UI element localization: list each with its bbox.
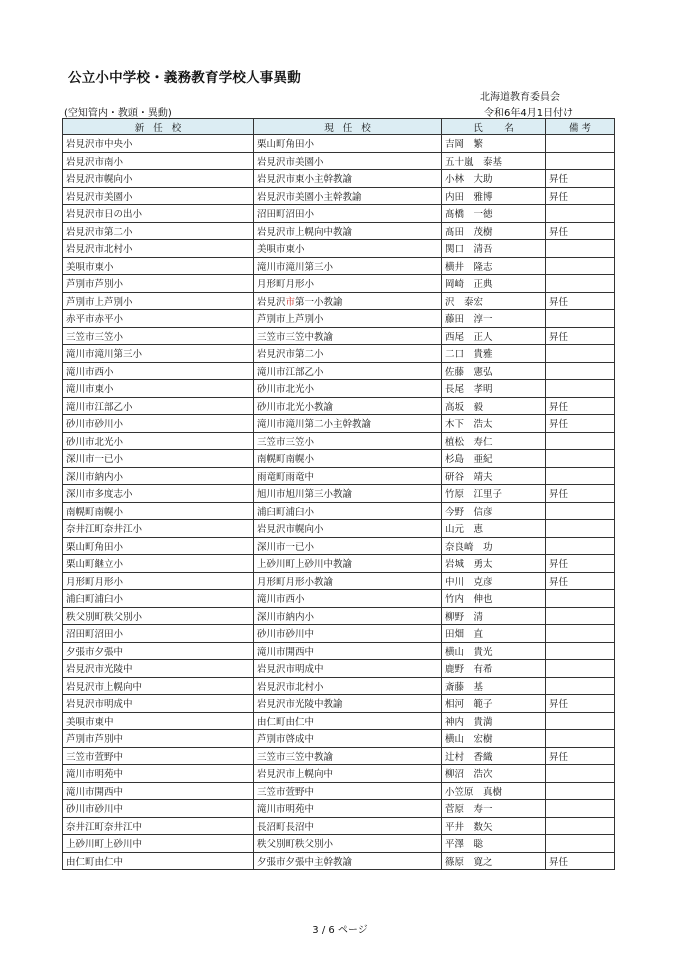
table-row bbox=[63, 607, 615, 625]
table-row bbox=[63, 625, 615, 643]
table-row bbox=[63, 152, 615, 170]
remarks-cell: 昇任 bbox=[546, 327, 615, 345]
current-school-cell: 三笠市三笠小 bbox=[254, 432, 442, 450]
name-cell: 高坂 毅 bbox=[442, 397, 546, 415]
current-school-cell: 岩見沢市上幌向中 bbox=[254, 765, 442, 783]
highlighted-char: 市 bbox=[285, 296, 296, 308]
remarks-cell bbox=[546, 537, 615, 555]
current-school-cell: 岩見沢市北村小 bbox=[254, 677, 442, 695]
remarks-cell bbox=[546, 730, 615, 748]
new-school-cell: 岩見沢市光陵中 bbox=[63, 660, 254, 678]
remarks-cell bbox=[546, 432, 615, 450]
table-row bbox=[63, 555, 615, 573]
remarks-cell: 昇任 bbox=[546, 415, 615, 433]
current-school-cell: 美唄市東小 bbox=[254, 240, 442, 258]
current-school-cell: 滝川市開西中 bbox=[254, 642, 442, 660]
name-cell: 竹内 伸也 bbox=[442, 590, 546, 608]
remarks-cell bbox=[546, 362, 615, 380]
remarks-cell bbox=[546, 520, 615, 538]
remarks-cell: 昇任 bbox=[546, 695, 615, 713]
table-row bbox=[63, 362, 615, 380]
personnel-table bbox=[62, 118, 615, 870]
current-school-cell: 秩父別町秩父別小 bbox=[254, 835, 442, 853]
new-school-cell: 滝川市西小 bbox=[63, 362, 254, 380]
new-school-cell: 滝川市開西中 bbox=[63, 782, 254, 800]
remarks-cell: 昇任 bbox=[546, 747, 615, 765]
remarks-cell: 昇任 bbox=[546, 292, 615, 310]
name-cell: 吉岡 繁 bbox=[442, 135, 546, 153]
remarks-cell bbox=[546, 205, 615, 223]
current-school-cell: 長沼町長沼中 bbox=[254, 817, 442, 835]
table-row bbox=[63, 432, 615, 450]
name-cell: 辻村 香織 bbox=[442, 747, 546, 765]
table-row bbox=[63, 695, 615, 713]
name-cell: 杉島 亜紀 bbox=[442, 450, 546, 468]
table-row bbox=[63, 415, 615, 433]
name-cell: 斎藤 基 bbox=[442, 677, 546, 695]
remarks-cell bbox=[546, 607, 615, 625]
name-cell: 菅原 寿一 bbox=[442, 800, 546, 818]
name-cell: 今野 信彦 bbox=[442, 502, 546, 520]
table-row bbox=[63, 310, 615, 328]
current-school-cell: 砂川市北光小 bbox=[254, 380, 442, 398]
name-cell: 植松 寿仁 bbox=[442, 432, 546, 450]
name-cell: 竹原 江里子 bbox=[442, 485, 546, 503]
current-school-cell: 滝川市明苑中 bbox=[254, 800, 442, 818]
current-school-cell: 三笠市三笠中教諭 bbox=[254, 327, 442, 345]
remarks-cell bbox=[546, 345, 615, 363]
new-school-cell: 芦別市芦別中 bbox=[63, 730, 254, 748]
remarks-cell bbox=[546, 380, 615, 398]
table-header-row bbox=[63, 119, 615, 135]
new-school-cell: 滝川市江部乙小 bbox=[63, 397, 254, 415]
table-row bbox=[63, 397, 615, 415]
table-row bbox=[63, 800, 615, 818]
table-row bbox=[63, 782, 615, 800]
name-cell: 神内 貴満 bbox=[442, 712, 546, 730]
current-school-cell: 岩見沢市光陵中教諭 bbox=[254, 695, 442, 713]
current-school-cell: 砂川市北光小教諭 bbox=[254, 397, 442, 415]
table-row bbox=[63, 187, 615, 205]
name-cell: 横山 貴光 bbox=[442, 642, 546, 660]
new-school-cell: 栗山町角田小 bbox=[63, 537, 254, 555]
new-school-cell: 栗山町継立小 bbox=[63, 555, 254, 573]
new-school-cell: 美唄市東小 bbox=[63, 257, 254, 275]
remarks-cell: 昇任 bbox=[546, 852, 615, 870]
table-row bbox=[63, 765, 615, 783]
table-row bbox=[63, 852, 615, 870]
name-cell: 鹿野 有希 bbox=[442, 660, 546, 678]
current-school-cell: 栗山町角田小 bbox=[254, 135, 442, 153]
name-cell: 内田 雅博 bbox=[442, 187, 546, 205]
name-cell: 藤田 淳一 bbox=[442, 310, 546, 328]
new-school-cell: 奈井江町奈井江小 bbox=[63, 520, 254, 538]
new-school-cell: 滝川市明苑中 bbox=[63, 765, 254, 783]
current-school-cell: 夕張市夕張中主幹教諭 bbox=[254, 852, 442, 870]
current-school-cell: 砂川市砂川中 bbox=[254, 625, 442, 643]
name-cell: 柳野 清 bbox=[442, 607, 546, 625]
name-cell: 二口 貴雅 bbox=[442, 345, 546, 363]
name-cell: 五十嵐 泰基 bbox=[442, 152, 546, 170]
name-cell: 岩城 勇太 bbox=[442, 555, 546, 573]
name-cell: 西尾 正人 bbox=[442, 327, 546, 345]
remarks-cell bbox=[546, 817, 615, 835]
remarks-cell bbox=[546, 310, 615, 328]
current-school-cell: 浦臼町浦臼小 bbox=[254, 502, 442, 520]
new-school-cell: 滝川市滝川第三小 bbox=[63, 345, 254, 363]
new-school-cell: 三笠市三笠小 bbox=[63, 327, 254, 345]
remarks-cell bbox=[546, 240, 615, 258]
new-school-cell: 岩見沢市日の出小 bbox=[63, 205, 254, 223]
name-cell: 長尾 孝明 bbox=[442, 380, 546, 398]
current-school-cell: 月形町月形小 bbox=[254, 275, 442, 293]
current-school-cell: 滝川市西小 bbox=[254, 590, 442, 608]
table-row bbox=[63, 467, 615, 485]
name-cell: 研谷 靖夫 bbox=[442, 467, 546, 485]
remarks-cell: 昇任 bbox=[546, 555, 615, 573]
remarks-cell bbox=[546, 800, 615, 818]
remarks-cell bbox=[546, 765, 615, 783]
page-title: 公立小中学校・義務教育学校人事異動 bbox=[68, 70, 301, 86]
new-school-cell: 滝川市東小 bbox=[63, 380, 254, 398]
current-school-cell: 滝川市滝川第三小 bbox=[254, 257, 442, 275]
table-row bbox=[63, 205, 615, 223]
new-school-cell: 岩見沢市幌向小 bbox=[63, 170, 254, 188]
remarks-cell bbox=[546, 590, 615, 608]
new-school-cell: 三笠市萱野中 bbox=[63, 747, 254, 765]
header-current-school: 現 任 校 bbox=[254, 119, 442, 135]
remarks-cell bbox=[546, 152, 615, 170]
remarks-cell bbox=[546, 660, 615, 678]
new-school-cell: 砂川市北光小 bbox=[63, 432, 254, 450]
remarks-cell bbox=[546, 135, 615, 153]
header-name: 氏 名 bbox=[442, 119, 546, 135]
current-school-cell: 南幌町南幌小 bbox=[254, 450, 442, 468]
table-row bbox=[63, 642, 615, 660]
table-row bbox=[63, 135, 615, 153]
remarks-cell bbox=[546, 625, 615, 643]
new-school-cell: 深川市多度志小 bbox=[63, 485, 254, 503]
table-row bbox=[63, 275, 615, 293]
name-cell: 山元 恵 bbox=[442, 520, 546, 538]
remarks-cell bbox=[546, 677, 615, 695]
new-school-cell: 岩見沢市美園小 bbox=[63, 187, 254, 205]
current-school-cell: 雨竜町雨竜中 bbox=[254, 467, 442, 485]
new-school-cell: 秩父別町秩父別小 bbox=[63, 607, 254, 625]
remarks-cell: 昇任 bbox=[546, 170, 615, 188]
table-row bbox=[63, 660, 615, 678]
table-row bbox=[63, 730, 615, 748]
name-cell: 髙田 茂樹 bbox=[442, 222, 546, 240]
new-school-cell: 奈井江町奈井江中 bbox=[63, 817, 254, 835]
table-row bbox=[63, 240, 615, 258]
table-row bbox=[63, 485, 615, 503]
effective-date: 令和6年4月1日付け bbox=[484, 108, 574, 119]
table-row bbox=[63, 677, 615, 695]
name-cell: 木下 浩太 bbox=[442, 415, 546, 433]
table-row bbox=[63, 712, 615, 730]
remarks-cell bbox=[546, 642, 615, 660]
name-cell: 関口 清吾 bbox=[442, 240, 546, 258]
new-school-cell: 沼田町沼田小 bbox=[63, 625, 254, 643]
name-cell: 小林 大助 bbox=[442, 170, 546, 188]
current-school-cell: 岩見沢市東小主幹教諭 bbox=[254, 170, 442, 188]
new-school-cell: 南幌町南幌小 bbox=[63, 502, 254, 520]
new-school-cell: 浦臼町浦臼小 bbox=[63, 590, 254, 608]
current-school-cell: 旭川市旭川第三小教諭 bbox=[254, 485, 442, 503]
remarks-cell: 昇任 bbox=[546, 397, 615, 415]
new-school-cell: 岩見沢市明成中 bbox=[63, 695, 254, 713]
current-school-cell: 芦別市上芦別小 bbox=[254, 310, 442, 328]
current-school-cell: 滝川市江部乙小 bbox=[254, 362, 442, 380]
new-school-cell: 赤平市赤平小 bbox=[63, 310, 254, 328]
new-school-cell: 由仁町由仁中 bbox=[63, 852, 254, 870]
issuer: 北海道教育委員会 bbox=[480, 92, 560, 103]
current-school-cell: 上砂川町上砂川中教諭 bbox=[254, 555, 442, 573]
table-row bbox=[63, 380, 615, 398]
new-school-cell: 芦別市芦別小 bbox=[63, 275, 254, 293]
subtitle: (空知管内・教頭・異動) bbox=[64, 108, 172, 119]
table-row bbox=[63, 222, 615, 240]
name-cell: 柳沼 浩次 bbox=[442, 765, 546, 783]
name-cell: 田畑 直 bbox=[442, 625, 546, 643]
name-cell: 沢 泰宏 bbox=[442, 292, 546, 310]
new-school-cell: 夕張市夕張中 bbox=[63, 642, 254, 660]
header-remarks: 備考 bbox=[546, 119, 615, 135]
new-school-cell: 岩見沢市北村小 bbox=[63, 240, 254, 258]
remarks-cell bbox=[546, 275, 615, 293]
current-school-cell: 由仁町由仁中 bbox=[254, 712, 442, 730]
current-school-cell: 岩見沢市上幌向中教諭 bbox=[254, 222, 442, 240]
current-school-cell: 深川市納内小 bbox=[254, 607, 442, 625]
table-row bbox=[63, 292, 615, 310]
remarks-cell bbox=[546, 467, 615, 485]
name-cell: 小笠原 真樹 bbox=[442, 782, 546, 800]
remarks-cell: 昇任 bbox=[546, 485, 615, 503]
remarks-cell bbox=[546, 502, 615, 520]
name-cell: 篠原 寛之 bbox=[442, 852, 546, 870]
new-school-cell: 芦別市上芦別小 bbox=[63, 292, 254, 310]
table-row bbox=[63, 502, 615, 520]
current-school-cell: 深川市一已小 bbox=[254, 537, 442, 555]
table-row bbox=[63, 817, 615, 835]
new-school-cell: 美唄市東中 bbox=[63, 712, 254, 730]
new-school-cell: 深川市納内小 bbox=[63, 467, 254, 485]
header-new-school: 新 任 校 bbox=[63, 119, 254, 135]
name-cell: 奈良崎 功 bbox=[442, 537, 546, 555]
remarks-cell bbox=[546, 835, 615, 853]
table-row bbox=[63, 257, 615, 275]
table-row bbox=[63, 572, 615, 590]
remarks-cell bbox=[546, 257, 615, 275]
table-row bbox=[63, 345, 615, 363]
current-school-cell: 岩見沢市美園小主幹教諭 bbox=[254, 187, 442, 205]
current-school-cell: 三笠市萱野中 bbox=[254, 782, 442, 800]
remarks-cell bbox=[546, 450, 615, 468]
name-cell: 横井 隆志 bbox=[442, 257, 546, 275]
name-cell: 髙橋 一徳 bbox=[442, 205, 546, 223]
table-row bbox=[63, 835, 615, 853]
name-cell: 平澤 聡 bbox=[442, 835, 546, 853]
table-row bbox=[63, 170, 615, 188]
name-cell: 中川 克彦 bbox=[442, 572, 546, 590]
current-school-cell: 岩見沢市明成中 bbox=[254, 660, 442, 678]
name-cell: 平井 数矢 bbox=[442, 817, 546, 835]
current-school-cell: 沼田町沼田小 bbox=[254, 205, 442, 223]
table-row bbox=[63, 590, 615, 608]
current-school-cell: 岩見沢市美園小 bbox=[254, 152, 442, 170]
remarks-cell: 昇任 bbox=[546, 572, 615, 590]
table-row bbox=[63, 520, 615, 538]
remarks-cell bbox=[546, 782, 615, 800]
current-school-cell: 三笠市三笠中教諭 bbox=[254, 747, 442, 765]
current-school-cell: 芦別市啓成中 bbox=[254, 730, 442, 748]
name-cell: 横山 宏樹 bbox=[442, 730, 546, 748]
current-school-cell: 岩見沢市第一小教諭 bbox=[254, 292, 442, 310]
current-school-cell: 岩見沢市幌向小 bbox=[254, 520, 442, 538]
new-school-cell: 岩見沢市第二小 bbox=[63, 222, 254, 240]
new-school-cell: 岩見沢市上幌向中 bbox=[63, 677, 254, 695]
table-row bbox=[63, 747, 615, 765]
current-school-cell: 滝川市滝川第二小主幹教諭 bbox=[254, 415, 442, 433]
table-row bbox=[63, 537, 615, 555]
page-number: 3 / 6 ページ bbox=[312, 925, 368, 936]
table-row bbox=[63, 327, 615, 345]
remarks-cell: 昇任 bbox=[546, 222, 615, 240]
new-school-cell: 岩見沢市南小 bbox=[63, 152, 254, 170]
new-school-cell: 月形町月形小 bbox=[63, 572, 254, 590]
name-cell: 相河 範子 bbox=[442, 695, 546, 713]
name-cell: 佐藤 憲弘 bbox=[442, 362, 546, 380]
new-school-cell: 深川市一已小 bbox=[63, 450, 254, 468]
new-school-cell: 砂川市砂川中 bbox=[63, 800, 254, 818]
current-school-cell: 岩見沢市第二小 bbox=[254, 345, 442, 363]
table-row bbox=[63, 450, 615, 468]
new-school-cell: 上砂川町上砂川中 bbox=[63, 835, 254, 853]
new-school-cell: 砂川市砂川小 bbox=[63, 415, 254, 433]
remarks-cell: 昇任 bbox=[546, 187, 615, 205]
remarks-cell bbox=[546, 712, 615, 730]
name-cell: 岡崎 正典 bbox=[442, 275, 546, 293]
new-school-cell: 岩見沢市中央小 bbox=[63, 135, 254, 153]
current-school-cell: 月形町月形小教諭 bbox=[254, 572, 442, 590]
